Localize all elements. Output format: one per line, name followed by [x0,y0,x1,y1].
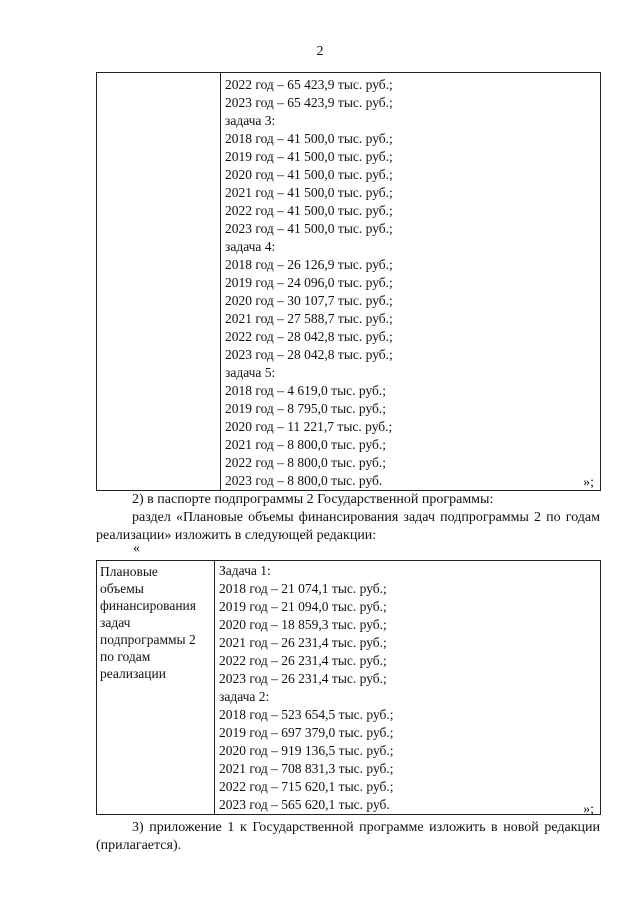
funding-line: 2023 год – 41 500,0 тыс. руб.; [225,221,393,236]
funding-line: 2019 год – 41 500,0 тыс. руб.; [225,149,393,164]
label-line: финансирования [100,598,196,613]
funding-line: 2018 год – 4 619,0 тыс. руб.; [225,383,387,398]
table-label-cell [97,73,221,491]
funding-line: 2021 год – 8 800,0 тыс. руб.; [225,437,387,452]
funding-line: задача 2: [219,689,270,704]
funding-line: 2018 год – 523 654,5 тыс. руб.; [219,707,394,722]
table-row [97,561,601,815]
funding-line: 2021 год – 27 588,7 тыс. руб.; [225,311,393,326]
paragraph-item-3: 3) приложение 1 к Государственной программе изложить в новой редакции (прилагается). [96,820,600,853]
funding-line: 2021 год – 41 500,0 тыс. руб.; [225,185,393,200]
table-label-cell [97,561,215,815]
funding-line: 2019 год – 24 096,0 тыс. руб.; [225,275,393,290]
closing-quote-1: »; [583,475,594,490]
funding-line: 2022 год – 28 042,8 тыс. руб.; [225,329,393,344]
label-line: объемы [100,581,144,596]
table-row [97,73,601,491]
label-line: реализации [100,666,166,681]
table-value-cell [221,73,601,491]
funding-line: Задача 1: [219,563,271,578]
funding-line: 2023 год – 565 620,1 тыс. руб. [219,797,390,812]
funding-line: 2022 год – 41 500,0 тыс. руб.; [225,203,393,218]
funding-line: 2023 год – 65 423,9 тыс. руб.; [225,95,393,110]
funding-line: 2019 год – 8 795,0 тыс. руб.; [225,401,387,416]
funding-line: 2022 год – 715 620,1 тыс. руб.; [219,779,394,794]
planned-volumes-label [97,561,214,682]
funding-line: 2021 год – 708 831,3 тыс. руб.; [219,761,394,776]
funding-line: 2022 год – 8 800,0 тыс. руб.; [225,455,387,470]
closing-quote-2: »; [583,802,594,817]
funding-line: 2020 год – 30 107,7 тыс. руб.; [225,293,393,308]
funding-lines-list [221,73,600,490]
funding-line: 2018 год – 41 500,0 тыс. руб.; [225,131,393,146]
label-line: Плановые [100,564,158,579]
funding-lines-list [215,561,600,814]
funding-line: 2020 год – 919 136,5 тыс. руб.; [219,743,394,758]
label-line: подпрограммы 2 [100,632,196,647]
funding-table-continued [96,72,601,491]
funding-line: 2023 год – 26 231,4 тыс. руб.; [219,671,387,686]
funding-line: 2020 год – 18 859,3 тыс. руб.; [219,617,387,632]
funding-line: 2023 год – 8 800,0 тыс. руб. [225,473,383,488]
label-line: задач [100,615,131,630]
table-value-cell [215,561,601,815]
funding-line: 2023 год – 28 042,8 тыс. руб.; [225,347,393,362]
paragraph-item-2: 2) в паспорте подпрограммы 2 Государственной программы: [132,492,494,507]
funding-line: 2020 год – 41 500,0 тыс. руб.; [225,167,393,182]
page-number: 2 [316,44,324,59]
funding-line: задача 4: [225,239,276,254]
opening-quote: « [133,541,140,556]
label-line: по годам [100,649,151,664]
funding-line: 2022 год – 26 231,4 тыс. руб.; [219,653,387,668]
funding-line: 2018 год – 26 126,9 тыс. руб.; [225,257,393,272]
funding-line: 2021 год – 26 231,4 тыс. руб.; [219,635,387,650]
funding-line: 2020 год – 11 221,7 тыс. руб.; [225,419,393,434]
funding-line: задача 5: [225,365,276,380]
paragraph-section-edit: раздел «Плановые объемы финансирования задач подпрограммы 2 по годам реализации» изложить в следующей редакции: [96,510,600,543]
funding-line: 2019 год – 21 094,0 тыс. руб.; [219,599,387,614]
funding-line: 2018 год – 21 074,1 тыс. руб.; [219,581,387,596]
funding-line: 2019 год – 697 379,0 тыс. руб.; [219,725,394,740]
funding-line: задача 3: [225,113,276,128]
subprogram2-funding-table [96,560,601,815]
funding-line: 2022 год – 65 423,9 тыс. руб.; [225,77,393,92]
